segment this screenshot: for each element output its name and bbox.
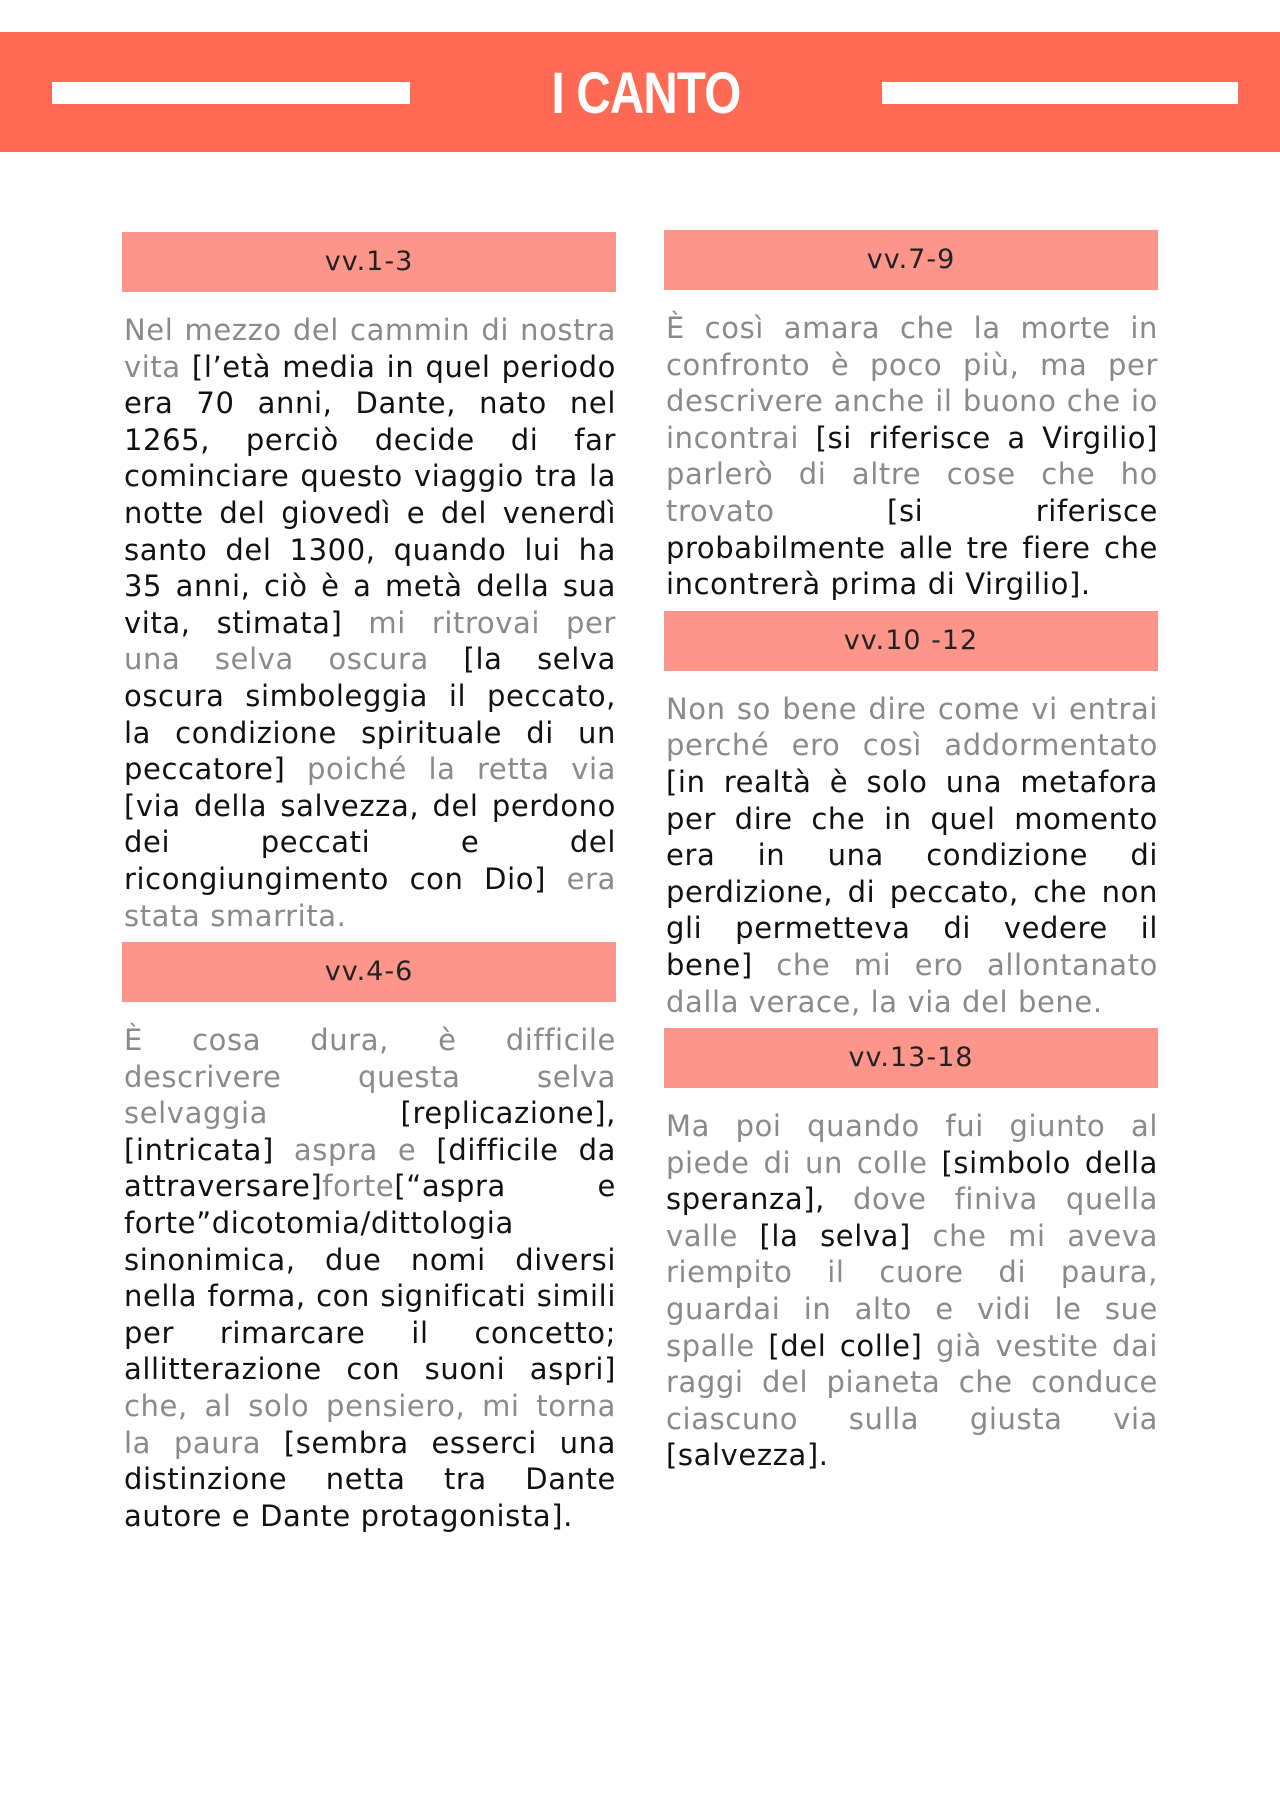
- translation-text: dove finiva quella valle: [666, 1182, 1158, 1253]
- commentary-text: [simbolo della speranza],: [666, 1145, 1158, 1217]
- section-heading: vv.1-3: [122, 232, 616, 292]
- section-text: [666, 310, 1158, 603]
- section-text: [666, 1108, 1158, 1474]
- commentary-text: [via della salvezza, del perdono dei peccati e del ricongiungimento con Dio]: [124, 788, 616, 896]
- commentary-text: [si riferisce a Virgilio]: [815, 420, 1159, 455]
- section-heading: vv.13-18: [664, 1028, 1158, 1088]
- section-vv10-12: [664, 611, 1158, 1020]
- translation-text: Nel mezzo del cammin di nostra vita: [124, 313, 616, 384]
- translation-text: che mi ero allontanato dalla verace, la via del bene.: [666, 947, 1158, 1019]
- commentary-text: [in realtà è solo una metafora per dire che in quel momento era in una condizione di perdizione, di peccato, che non gli permetteva di vedere il bene]: [666, 764, 1158, 982]
- commentary-text: [“aspra e forte”dicotomia/dittologia sinonimica, due nomi diversi nella forma, con significati simili per rimarcare il concetto; allitterazione con suoni aspri]: [124, 1169, 616, 1387]
- translation-text: Ma poi quando fui giunto al piede di un colle: [666, 1109, 1158, 1180]
- commentary-text: [del colle]: [768, 1328, 923, 1363]
- translation-text: mi ritrovai per una selva oscura: [124, 605, 616, 677]
- right-column: [664, 230, 1158, 1482]
- translation-text: È così amara che la morte in confronto è poco più, ma per descrivere anche il buono che io incontrai: [666, 311, 1158, 455]
- translation-text: che, al solo pensiero, mi torna la paura: [124, 1389, 616, 1460]
- commentary-text: [difficile da attraversare]: [124, 1132, 616, 1204]
- section-text: [666, 691, 1158, 1020]
- section-vv4-6: [122, 942, 616, 1534]
- translation-text: È cosa dura, è difficile descrivere questa selva selvaggia: [124, 1023, 616, 1131]
- translation-text: poiché la retta via: [285, 752, 616, 787]
- commentary-text: [replicazione], [intricata]: [124, 1096, 616, 1167]
- commentary-text: [sembra esserci una distinzione netta tra Dante autore e Dante protagonista].: [124, 1425, 616, 1533]
- translation-text: Non so bene dire come vi entrai perché ero così addormentato: [666, 691, 1158, 763]
- banner-decoration-right: [882, 82, 1238, 104]
- section-heading: vv.10 -12: [664, 611, 1158, 671]
- commentary-text: [si riferisce probabilmente alle tre fiere che incontrerà prima di Virgilio].: [666, 493, 1158, 602]
- translation-text: parlerò di altre cose che ho trovato: [666, 457, 1158, 528]
- translation-text: che mi aveva riempito il cuore di paura, guardai in alto e vidi le sue spalle: [666, 1218, 1158, 1363]
- banner-decoration-left: [52, 82, 410, 104]
- translation-text: era stata smarrita.: [124, 861, 616, 933]
- translation-text: aspra e: [273, 1132, 437, 1167]
- section-text: [124, 1022, 616, 1534]
- section-vv13-18: [664, 1028, 1158, 1474]
- translation-text: forte: [322, 1169, 395, 1204]
- section-heading: vv.7-9: [664, 230, 1158, 290]
- commentary-text: [salvezza].: [666, 1438, 829, 1473]
- section-vv1-3: [122, 232, 616, 934]
- left-column: [122, 232, 616, 1542]
- section-vv7-9: [664, 230, 1158, 603]
- translation-text: già vestite dai raggi del pianeta che conduce ciascuno sulla giusta via: [666, 1328, 1158, 1436]
- commentary-text: [l’età media in quel periodo era 70 anni, Dante, nato nel 1265, perciò decide di far cominciare questo viaggio tra la notte del giovedì e del venerdì santo del 1300, quando lui ha 35 anni, ciò è a metà della sua vita, stimata]: [124, 349, 616, 640]
- commentary-text: [la selva]: [759, 1218, 911, 1253]
- section-text: [124, 312, 616, 934]
- commentary-text: [la selva oscura simboleggia il peccato, la condizione spirituale di un peccatore]: [124, 642, 617, 787]
- page-title: I CANTO INFERNO: [541, 61, 751, 206]
- section-heading: vv.4-6: [122, 942, 616, 1002]
- title-banner: [0, 32, 1280, 206]
